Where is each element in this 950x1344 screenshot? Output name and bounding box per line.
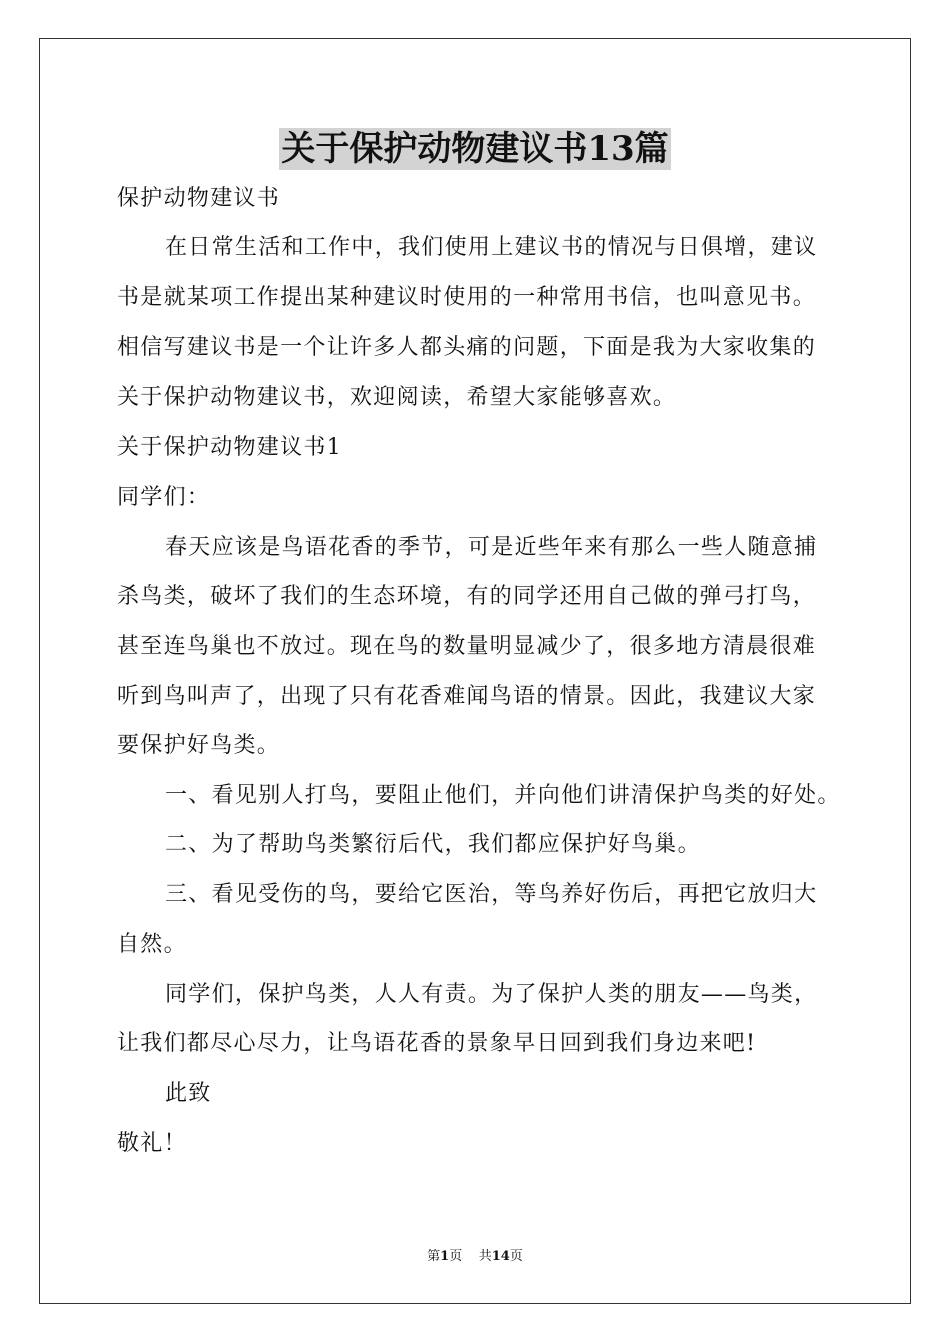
closing-line: 此致: [165, 1081, 212, 1106]
list-item-line: 三、看见受伤的鸟，要给它医治，等鸟养好伤后，再把它放归大: [165, 882, 818, 907]
list-item-line: 一、看见别人打鸟，要阻止他们，并向他们讲清保护鸟类的好处。: [165, 783, 841, 808]
subtitle-line: 保护动物建议书: [117, 186, 281, 211]
page-footer: [0, 1248, 950, 1266]
paragraph-line: 春天应该是鸟语花香的季节，可是近些年来有那么一些人随意捕: [165, 535, 818, 560]
footer-total-pages: 14: [491, 1249, 510, 1264]
paragraph-line: 自然。: [117, 932, 187, 957]
salutation-line: 同学们：: [117, 485, 211, 510]
footer-page-prefix: 第: [427, 1249, 441, 1264]
paragraph-line: 相信写建议书是一个让许多人都头痛的问题，下面是我为大家收集的: [117, 335, 817, 360]
footer-page-number: 1: [440, 1249, 450, 1264]
footer-total-prefix: 共: [478, 1249, 492, 1264]
closing-line: 敬礼！: [117, 1131, 187, 1156]
paragraph-line: 甚至连鸟巢也不放过。现在鸟的数量明显减少了，很多地方清晨很难: [117, 634, 817, 659]
paragraph-line: 同学们，保护鸟类，人人有责。为了保护人类的朋友——鸟类，: [165, 982, 818, 1007]
title-container: [0, 128, 950, 170]
paragraph-line: 杀鸟类，破坏了我们的生态环境，有的同学还用自己做的弹弓打鸟，: [117, 584, 817, 609]
paragraph-line: 在日常生活和工作中，我们使用上建议书的情况与日俱增，建议: [165, 235, 818, 260]
paragraph-line: 要保护好鸟类。: [117, 733, 281, 758]
section-heading: 关于保护动物建议书1: [117, 435, 342, 460]
paragraph-line: 关于保护动物建议书，欢迎阅读，希望大家能够喜欢。: [117, 385, 677, 410]
paragraph-line: 让我们都尽心尽力，让鸟语花香的景象早日回到我们身边来吧!: [117, 1031, 757, 1056]
paragraph-line: 书是就某项工作提出某种建议时使用的一种常用书信，也叫意见书。: [117, 285, 817, 310]
list-item-line: 二、为了帮助鸟类繁衍后代，我们都应保护好鸟巢。: [165, 832, 701, 857]
page-border: [39, 38, 911, 1304]
document-title: 关于保护动物建议书13篇: [281, 129, 669, 169]
footer-page-suffix: 页: [449, 1249, 463, 1264]
footer-total-suffix: 页: [509, 1249, 523, 1264]
paragraph-line: 听到鸟叫声了，出现了只有花香难闻鸟语的情景。因此，我建议大家: [117, 684, 817, 709]
